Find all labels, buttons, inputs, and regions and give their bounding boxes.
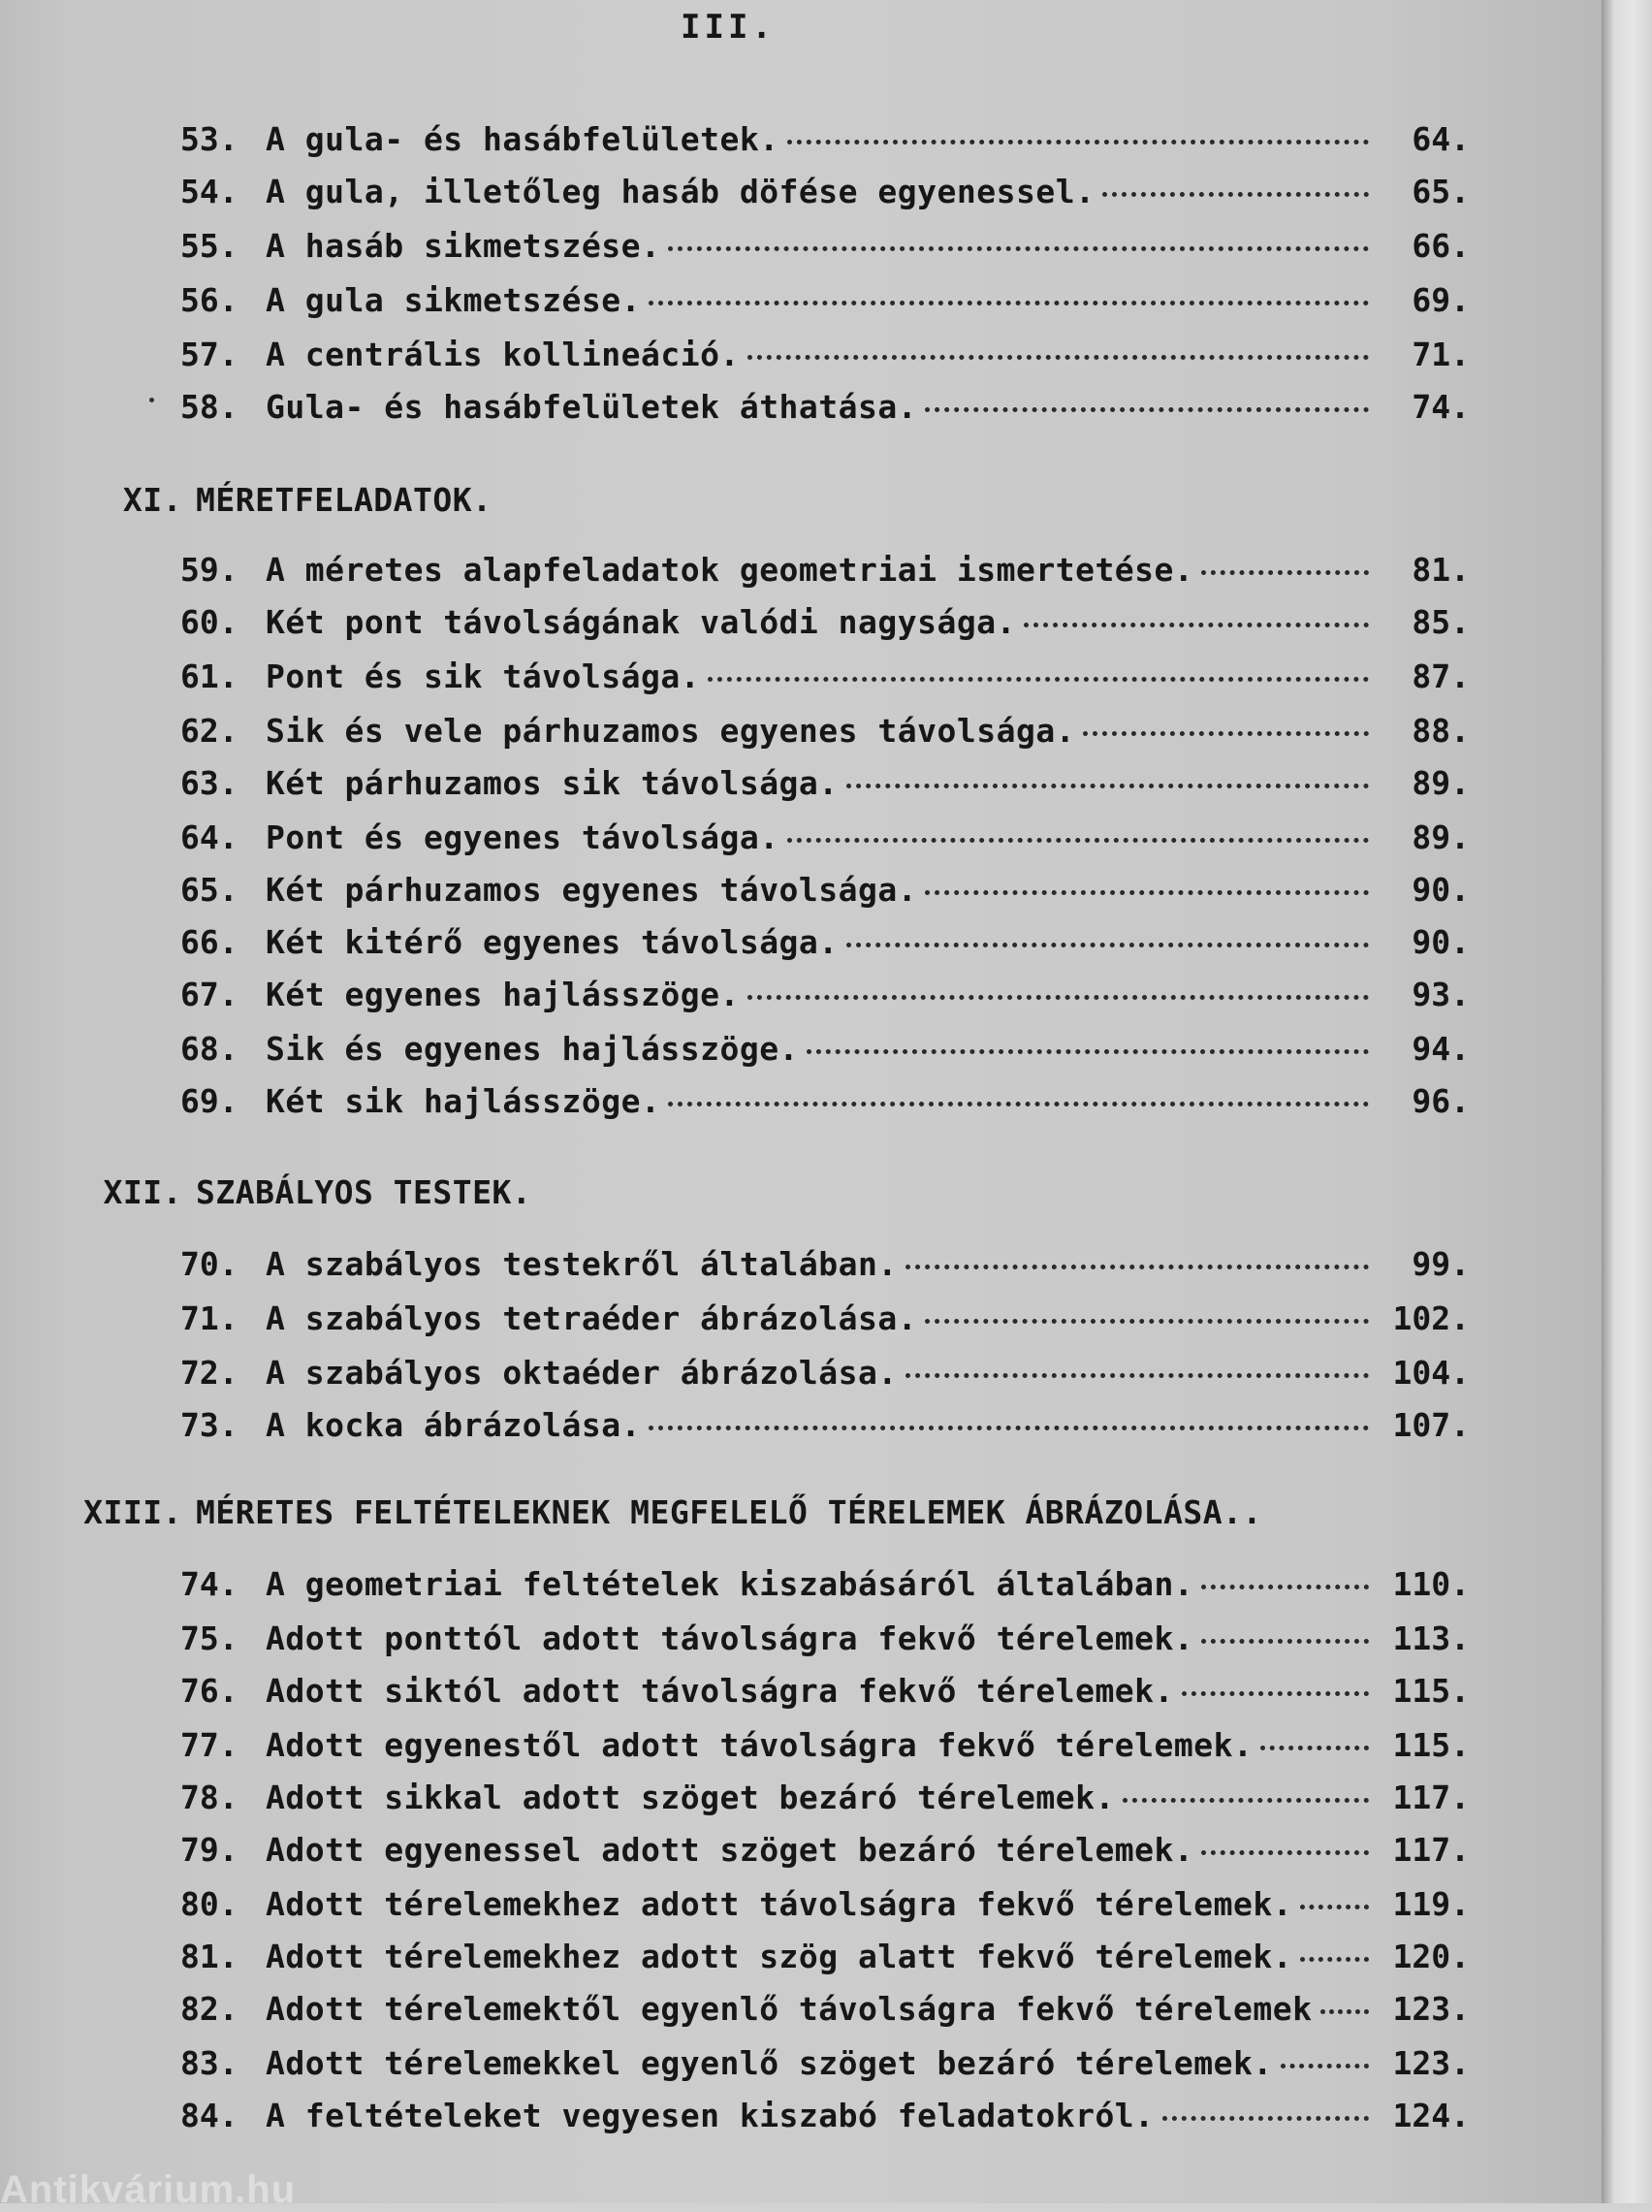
entry-number: 59. — [180, 551, 238, 589]
dot-leader — [1201, 1554, 1369, 1589]
entry-page: 81. — [1412, 551, 1470, 589]
section-number: XII. — [103, 1173, 182, 1211]
dot-leader — [1201, 1608, 1369, 1644]
toc-entry — [180, 917, 1470, 966]
entry-page: 115. — [1392, 1726, 1470, 1764]
page-number: III. — [681, 8, 776, 47]
entry-title: A gula, illetőleg hasáb döfése egyenessel. — [266, 173, 1096, 210]
entry-page: 117. — [1392, 1831, 1470, 1869]
entry-page: 99. — [1412, 1245, 1470, 1283]
toc-entry — [180, 221, 1470, 270]
entry-number: 62. — [180, 712, 238, 750]
entry-title: Adott térelemekkel egyenlő szöget bezáró térelemek. — [266, 2044, 1273, 2082]
entry-page: 74. — [1412, 388, 1470, 426]
section-heading — [58, 1173, 531, 1211]
dot-leader — [668, 1071, 1369, 1106]
entry-page: 124. — [1392, 2097, 1470, 2134]
entry-title: Adott térelemekhez adott távolságra fekvő térelemek. — [266, 1885, 1293, 1923]
dot-leader — [1201, 1819, 1369, 1855]
toc-entry — [180, 1984, 1470, 2033]
entry-number: 64. — [180, 818, 238, 856]
entry-title: Adott sikkal adott szöget bezáró térelemek. — [266, 1779, 1115, 1816]
dot-leader — [668, 215, 1369, 251]
section-title: SZABÁLYOS TESTEK. — [196, 1173, 532, 1211]
entry-title: Két pont távolságának valódi nagysága. — [266, 603, 1016, 641]
entry-number: 72. — [180, 1354, 238, 1392]
toc-entry — [180, 1024, 1470, 1073]
toc-entry — [180, 167, 1470, 215]
toc-entry — [180, 1773, 1470, 1821]
toc-entry — [180, 1879, 1470, 1928]
toc-entry — [180, 1825, 1470, 1874]
section-heading — [58, 1493, 1262, 1531]
entry-number: 63. — [180, 764, 238, 802]
toc-entry — [180, 652, 1470, 700]
entry-title: A hasáb sikmetszése. — [266, 227, 661, 265]
entry-number: 73. — [180, 1406, 238, 1444]
entry-title: Adott térelemekhez adott szög alatt fekvő térelemek. — [266, 1938, 1293, 1975]
entry-title: A szabályos testekről általában. — [266, 1245, 898, 1283]
dot-leader — [905, 1342, 1369, 1378]
entry-title: Pont és sik távolsága. — [266, 657, 701, 695]
entry-title: Két kitérő egyenes távolsága. — [266, 923, 839, 961]
entry-number: 71. — [180, 1299, 238, 1337]
dot-leader — [1300, 1874, 1369, 1909]
entry-page: 96. — [1412, 1082, 1470, 1120]
entry-number: 61. — [180, 657, 238, 695]
dot-leader — [1182, 1660, 1369, 1696]
dot-leader — [846, 912, 1369, 947]
toc-entry — [180, 597, 1470, 646]
entry-page: 89. — [1412, 818, 1470, 856]
section-title: MÉRETES FELTÉTELEKNEK MEGFELELŐ TÉRELEMEK ÁBRÁZOLÁSA.. — [196, 1493, 1262, 1531]
dot-leader — [1123, 1767, 1369, 1803]
dot-leader — [846, 753, 1369, 788]
toc-entry — [180, 330, 1470, 378]
entry-page: 65. — [1412, 173, 1470, 210]
entry-number: 54. — [180, 173, 238, 210]
dot-leader — [1201, 539, 1369, 575]
toc-entry — [180, 706, 1470, 754]
entry-number: 57. — [180, 336, 238, 373]
dot-leader — [925, 1288, 1369, 1324]
dot-leader — [1024, 592, 1369, 627]
dot-leader — [1281, 2033, 1369, 2068]
toc-entry — [180, 114, 1470, 163]
entry-page: 119. — [1392, 1885, 1470, 1923]
entry-title: A méretes alapfeladatok geometriai ismertetése. — [266, 551, 1194, 589]
dot-leader — [925, 859, 1369, 895]
entry-title: A centrális kollineáció. — [266, 336, 740, 373]
entry-page: 85. — [1412, 603, 1470, 641]
toc-entry — [180, 970, 1470, 1018]
dot-leader — [905, 1234, 1369, 1269]
toc-entry — [180, 1614, 1470, 1662]
entry-page: 87. — [1412, 657, 1470, 695]
entry-number: 65. — [180, 871, 238, 909]
entry-page: 93. — [1412, 976, 1470, 1013]
entry-title: Két sik hajlásszöge. — [266, 1082, 661, 1120]
entry-number: 76. — [180, 1672, 238, 1710]
entry-title: Pont és egyenes távolsága. — [266, 818, 779, 856]
entry-title: Sik és vele párhuzamos egyenes távolsága. — [266, 712, 1076, 750]
entry-title: Adott egyenestől adott távolságra fekvő térelemek. — [266, 1726, 1254, 1764]
entry-page: 90. — [1412, 871, 1470, 909]
dot-leader — [747, 964, 1369, 1000]
dot-leader — [649, 270, 1369, 305]
entry-page: 117. — [1392, 1779, 1470, 1816]
entry-number: 60. — [180, 603, 238, 641]
entry-number: 67. — [180, 976, 238, 1013]
entry-number: 70. — [180, 1245, 238, 1283]
entry-title: Gula- és hasábfelületek áthatása. — [266, 388, 918, 426]
entry-page: 123. — [1392, 2044, 1470, 2082]
toc-entry — [180, 1666, 1470, 1715]
entry-number: 80. — [180, 1885, 238, 1923]
entry-page: 110. — [1392, 1565, 1470, 1603]
entry-page: 90. — [1412, 923, 1470, 961]
entry-number: 53. — [180, 120, 238, 158]
entry-page: 64. — [1412, 120, 1470, 158]
entry-number: 58. — [180, 388, 238, 426]
toc-entry — [180, 865, 1470, 914]
toc-entry — [180, 813, 1470, 861]
dot-leader — [1260, 1715, 1369, 1750]
watermark: Antikvárium.hu — [0, 2168, 297, 2211]
entry-title: A feltételeket vegyesen kiszabó feladatokról. — [266, 2097, 1155, 2134]
entry-title: A gula- és hasábfelületek. — [266, 120, 779, 158]
entry-title: A kocka ábrázolása. — [266, 1406, 641, 1444]
entry-number: 81. — [180, 1938, 238, 1975]
entry-page: 107. — [1392, 1406, 1470, 1444]
dot-leader — [1320, 1978, 1370, 2014]
section-title: MÉRETFELADATOK. — [196, 481, 492, 519]
toc-entry — [180, 275, 1470, 324]
entry-number: 83. — [180, 2044, 238, 2082]
toc-entry — [180, 382, 1470, 431]
toc-entry — [180, 2091, 1470, 2139]
entry-number: 69. — [180, 1082, 238, 1120]
entry-title: Adott térelemektől egyenlő távolságra fekvő térelemek — [266, 1990, 1313, 2028]
entry-number: 84. — [180, 2097, 238, 2134]
toc-entry — [180, 545, 1470, 593]
entry-number: 78. — [180, 1779, 238, 1816]
section-number: XI. — [122, 481, 182, 519]
dot-leader — [708, 646, 1369, 682]
section-number: XIII. — [83, 1493, 182, 1531]
entry-number: 75. — [180, 1619, 238, 1657]
section-heading — [58, 481, 492, 519]
dot-leader — [1300, 1926, 1369, 1962]
entry-page: 113. — [1392, 1619, 1470, 1657]
dot-leader — [787, 109, 1369, 144]
entry-page: 88. — [1412, 712, 1470, 750]
entry-title: A szabályos tetraéder ábrázolása. — [266, 1299, 918, 1337]
entry-title: Két párhuzamos egyenes távolsága. — [266, 871, 918, 909]
entry-page: 115. — [1392, 1672, 1470, 1710]
entry-title: Két párhuzamos sik távolsága. — [266, 764, 839, 802]
entry-title: A geometriai feltételek kiszabásáról általában. — [266, 1565, 1194, 1603]
entry-page: 69. — [1412, 281, 1470, 319]
stray-mark — [149, 398, 154, 402]
dot-leader — [747, 324, 1369, 360]
entry-number: 56. — [180, 281, 238, 319]
entry-title: Adott egyenessel adott szöget bezáró térelemek. — [266, 1831, 1194, 1869]
dot-leader — [1102, 161, 1369, 197]
dot-leader — [649, 1395, 1369, 1430]
dot-leader — [787, 807, 1369, 843]
toc-entry — [180, 1559, 1470, 1608]
dot-leader — [1083, 700, 1369, 736]
toc-entry — [180, 1932, 1470, 1980]
entry-page: 104. — [1392, 1354, 1470, 1392]
entry-title: Sik és egyenes hajlásszöge. — [266, 1030, 799, 1068]
entry-number: 79. — [180, 1831, 238, 1869]
paper-edge — [1602, 0, 1652, 2203]
toc-entry — [180, 1239, 1470, 1288]
entry-page: 94. — [1412, 1030, 1470, 1068]
toc-entry — [180, 1294, 1470, 1342]
dot-leader — [807, 1018, 1369, 1054]
entry-page: 71. — [1412, 336, 1470, 373]
entry-number: 68. — [180, 1030, 238, 1068]
toc-entry — [180, 758, 1470, 807]
entry-number: 82. — [180, 1990, 238, 2028]
dot-leader — [1162, 2085, 1369, 2121]
toc-entry — [180, 2038, 1470, 2087]
dot-leader — [925, 376, 1369, 412]
entry-page: 123. — [1392, 1990, 1470, 2028]
entry-page: 120. — [1392, 1938, 1470, 1975]
toc-entry — [180, 1076, 1470, 1125]
toc-entry — [180, 1348, 1470, 1396]
entry-number: 66. — [180, 923, 238, 961]
entry-page: 89. — [1412, 764, 1470, 802]
toc-entry — [180, 1720, 1470, 1769]
entry-number: 55. — [180, 227, 238, 265]
entry-title: A gula sikmetszése. — [266, 281, 641, 319]
entry-title: Adott ponttól adott távolságra fekvő térelemek. — [266, 1619, 1194, 1657]
entry-page: 66. — [1412, 227, 1470, 265]
entry-title: A szabályos oktaéder ábrázolása. — [266, 1354, 898, 1392]
entry-page: 102. — [1392, 1299, 1470, 1337]
toc-entry — [180, 1400, 1470, 1449]
entry-title: Két egyenes hajlásszöge. — [266, 976, 740, 1013]
entry-number: 74. — [180, 1565, 238, 1603]
entry-title: Adott siktól adott távolságra fekvő térelemek. — [266, 1672, 1174, 1710]
entry-number: 77. — [180, 1726, 238, 1764]
